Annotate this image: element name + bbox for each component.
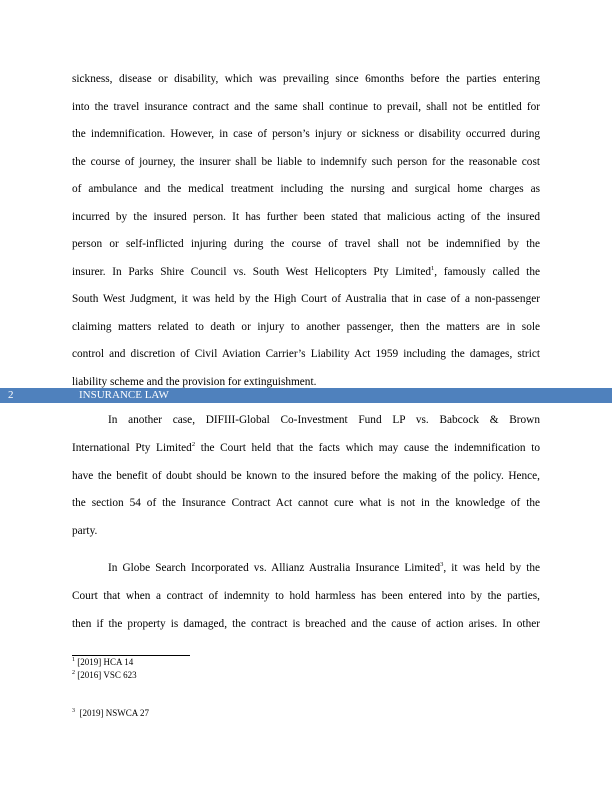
footnote-reference[interactable]: 3	[440, 561, 444, 568]
footnote	[72, 670, 137, 681]
body-text-line: of ambulance and the medical treatment including the nursing and surgical home charges as	[72, 183, 540, 195]
body-text-line: incurred by the insured person. It has further been stated that malicious acting of the insured	[72, 210, 540, 223]
body-text-line: the section 54 of the Insurance Contract Act cannot cure what is not in the knowledge of the	[72, 497, 540, 509]
body-text-line: into the travel insurance contract and the same shall continue to prevail, shall not be entitled for	[72, 100, 540, 113]
footnote-reference[interactable]: 1	[430, 264, 435, 272]
text-segment: , it was held by the	[443, 562, 541, 574]
footnote-text: [2019] HCA 14	[77, 657, 134, 667]
body-text-line: sickness, disease or disability, which was prevailing since 6months before the parties entering	[72, 73, 540, 85]
text-segment: In Globe Search Incorporated vs. Allianz Australia Insurance Limited	[108, 562, 441, 574]
body-text-line: then if the property is damaged, the contract is breached and the cause of action arises. In other	[72, 617, 540, 630]
page-header-band	[0, 388, 612, 403]
running-title: INSURANCE LAW	[79, 389, 169, 401]
body-text-line: liability scheme and the provision for extinguishment.	[72, 375, 317, 388]
body-text-line	[108, 561, 540, 575]
footnote-text: [2019] NSWCA 27	[79, 708, 149, 718]
body-text-line	[72, 265, 540, 279]
page-number: 2	[8, 389, 14, 401]
footnote-separator	[72, 655, 190, 656]
body-text-line: party.	[72, 524, 98, 537]
body-text-line: person or self-inflicted injuring during the course of travel shall not be indemnified by the	[72, 238, 540, 250]
body-text-line: the course of journey, the insurer shall be liable to indemnify such person for the reasonable cost	[72, 155, 540, 168]
body-text-line: the indemnification. However, in case of person’s injury or sickness or disability occurred during	[72, 128, 540, 140]
text-segment: , famously called the	[434, 265, 540, 278]
body-text-line: In another case, DIFIII-Global Co-Investment Fund LP vs. Babcock & Brown	[108, 414, 540, 426]
footnote-marker: 1	[72, 657, 75, 663]
footnote-text: [2016] VSC 623	[77, 670, 137, 680]
body-text-line	[72, 441, 540, 455]
footnote-marker: 3	[72, 708, 75, 714]
footnote	[72, 657, 133, 668]
text-segment: insurer. In Parks Shire Council vs. South West Helicopters Pty Limited	[72, 265, 431, 278]
text-segment: International Pty Limited	[72, 442, 192, 454]
body-text-line: Court that when a contract of indemnity to hold harmless has been entered into by the parties,	[72, 590, 540, 602]
body-text-line: control and discretion of Civil Aviation Carrier’s Liability Act 1959 including the damages, strict	[72, 348, 540, 360]
body-text-line: claiming matters related to death or injury to another passenger, then the matters are in sole	[72, 320, 540, 333]
text-segment: the Court held that the facts which may cause the indemnification to	[195, 442, 541, 454]
body-text-line: have the benefit of doubt should be known to the insured before the making of the policy. Hence,	[72, 469, 540, 482]
footnote-reference[interactable]: 2	[191, 441, 196, 448]
footnote-marker: 2	[72, 670, 75, 676]
footnote	[72, 708, 149, 719]
body-text-line: South West Judgment, it was held by the High Court of Australia that in case of a non-passenger	[72, 293, 540, 305]
